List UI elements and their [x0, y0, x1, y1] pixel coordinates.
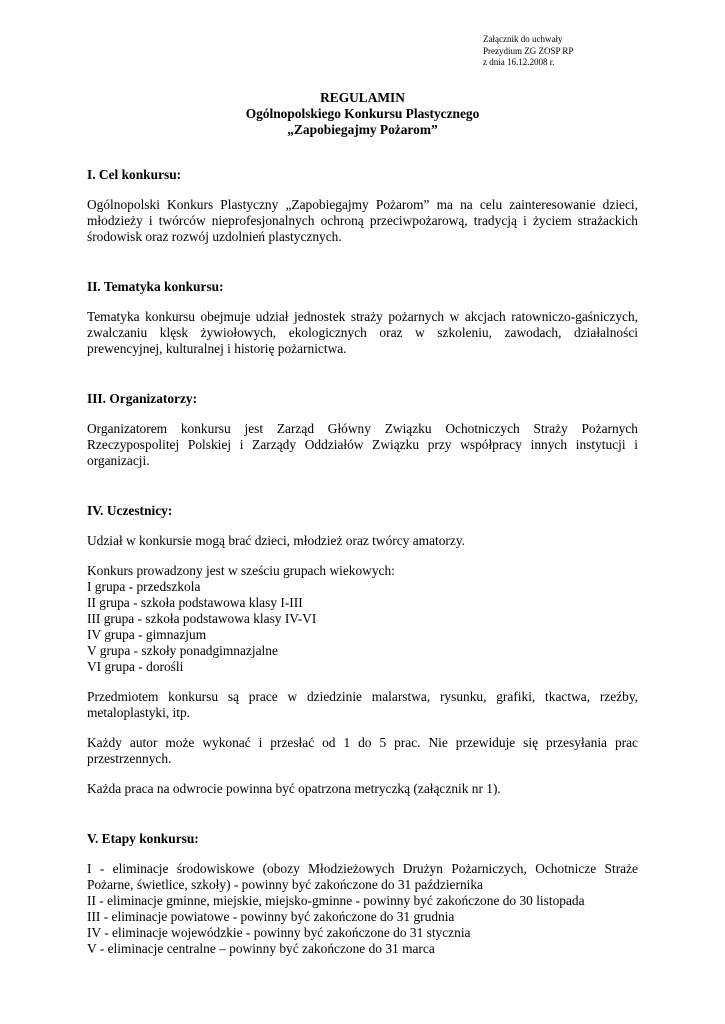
groups-intro: Konkurs prowadzony jest w sześciu grupach wiekowych: [87, 563, 395, 578]
section-heading: II. Tematyka konkursu: [87, 279, 224, 294]
list-item: I grupa - przedszkola [87, 579, 201, 594]
section-paragraph: Udział w konkursie mogą brać dzieci, młodzież oraz twórcy amatorzy. [87, 533, 466, 548]
section-organizatorzy [87, 391, 638, 469]
document-content [87, 167, 638, 957]
list-item: I - eliminacje środowiskowe (obozy Młodzieżowych Drużyn Pożarniczych, Ochotnicze Straże Pożarne, świetlice, szkoły) - powinny być zakończone do 31 października [87, 861, 638, 892]
title-line: „Zapobiegajmy Pożarom” [287, 122, 438, 137]
list-item: III - eliminacje powiatowe - powinny być zakończone do 31 grudnia [87, 909, 455, 924]
section-etapy [87, 831, 638, 957]
section-heading: V. Etapy konkursu: [87, 831, 199, 846]
section-heading: IV. Uczestnicy: [87, 503, 173, 518]
section-paragraph: Ogólnopolski Konkurs Plastyczny „Zapobiegajmy Pożarom” ma na celu zainteresowanie dzieci, młodzieży i twórców nieprofesjonalnych ochroną przeciwpożarową, tradycją i życiem strażackich środowisk oraz rozwój uzdolnień plastycznych. [87, 197, 638, 244]
list-item: VI grupa - dorośli [87, 659, 184, 674]
list-item: II - eliminacje gminne, miejskie, miejsko-gminne - powinny być zakończone do 30 listopada [87, 893, 585, 908]
section-heading: III. Organizatorzy: [87, 391, 198, 406]
note-line: z dnia 16.12.2008 r. [483, 57, 555, 67]
attachment-note [483, 34, 683, 69]
list-item: V - eliminacje centralne – powinny być zakończone do 31 marca [87, 941, 435, 956]
title-line: Ogólnopolskiego Konkursu Plastycznego [245, 106, 480, 121]
section-heading: I. Cel konkursu: [87, 167, 182, 182]
section-tematyka [87, 279, 638, 357]
section-cel [87, 167, 638, 245]
list-item: III grupa - szkoła podstawowa klasy IV-VI [87, 611, 317, 626]
section-paragraph: Tematyka konkursu obejmuje udział jednostek straży pożarnych w akcjach ratowniczo-gaśniczych, zwalczaniu klęsk żywiołowych, ekologicznych oraz w szkoleniu, zawodach, działalności prewencyjnej, kulturalnej i historię pożarnictwa. [87, 309, 638, 356]
note-line: Prezydium ZG ZOSP RP [483, 45, 574, 56]
section-paragraph: Organizatorem konkursu jest Zarząd Główny Związku Ochotniczych Straży Pożarnych Rzeczypospolitej Polskiej i Zarządy Oddziałów Związku przy współpracy innych instytucji i organizacji. [87, 421, 638, 468]
list-item: II grupa - szkoła podstawowa klasy I-III [87, 595, 303, 610]
section-uczestnicy [87, 503, 638, 797]
document-title [87, 90, 638, 138]
list-item: IV grupa - gimnazjum [87, 627, 207, 642]
section-paragraph: Każda praca na odwrocie powinna być opatrzona metryczką (załącznik nr 1). [87, 781, 501, 796]
title-line: REGULAMIN [320, 90, 405, 105]
section-paragraph: Przedmiotem konkursu są prace w dziedzinie malarstwa, rysunku, grafiki, tkactwa, rzeźby, metaloplastyki, itp. [87, 689, 638, 720]
list-item: IV - eliminacje wojewódzkie - powinny być zakończone do 31 stycznia [87, 925, 471, 940]
note-line: Załącznik do uchwały [483, 34, 563, 44]
section-paragraph: Każdy autor może wykonać i przesłać od 1 do 5 prac. Nie przewiduje się przesyłania prac przestrzennych. [87, 735, 638, 766]
list-item: V grupa - szkoły ponadgimnazjalne [87, 643, 278, 658]
